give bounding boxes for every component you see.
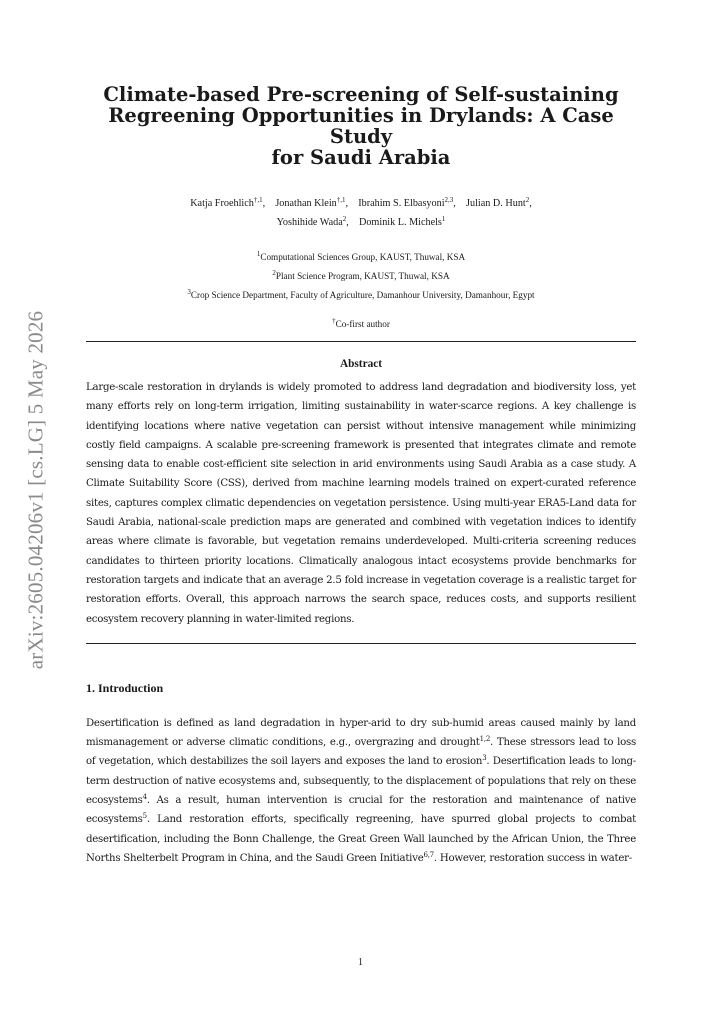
author: Julian D. Hunt$^2$ bbox=[466, 196, 530, 209]
abstract-top-rule bbox=[86, 341, 636, 342]
citation: 5 bbox=[142, 812, 147, 821]
author: Katja Froehlich$^{\dagger,1}$ bbox=[190, 196, 263, 209]
author-list bbox=[86, 194, 636, 232]
affiliation-list bbox=[86, 248, 636, 305]
author: Ibrahim S. Elbasyoni$^{2,3}$ bbox=[358, 196, 454, 209]
affiliation: $^3$Crop Science Department, Faculty of Agriculture, Damanhour University, Damanhour, Egypt bbox=[187, 288, 535, 300]
citation: 4 bbox=[142, 793, 147, 802]
author-line: Yoshihide Wada$^2$, Dominik L. Michels$^1$ bbox=[276, 215, 446, 228]
abstract-heading: Abstract bbox=[339, 358, 383, 370]
author: Dominik L. Michels$^1$ bbox=[358, 215, 446, 228]
abstract-bottom-rule bbox=[86, 643, 636, 644]
section-heading-introduction: 1. Introduction bbox=[86, 680, 164, 695]
title-line: Climate-based Pre-screening of Self-sustaining bbox=[103, 83, 619, 106]
title-line: Regreening Opportunities in Drylands: A Case Study bbox=[108, 104, 614, 148]
paper-title bbox=[86, 84, 636, 168]
affiliation: $^1$Computational Sciences Group, KAUST, Thuwal, KSA bbox=[256, 250, 466, 262]
abstract-text: Large-scale restoration in drylands is widely promoted to address land degradation and biodiversity loss, yet many efforts rely on long-term irrigation, limiting sustainability in water-scarce regions. A key challenge is identifying locations where native vegetation can persist without intensive management while minimizing costly field campaigns. A scalable pre-screening framework is presented that integrates climate and remote sensing data to enable cost-efficient site selection in arid environments using Saudi Arabia as a case study. A Climate Suitability Score (CSS), derived from machine learning models trained on expert-curated reference sites, captures complex climatic dependencies on vegetation persistence. Using multi-year ERA5-Land data for Saudi Arabia, national-scale prediction maps are generated and combined with vegetation indices to identify areas where climate is favorable, but vegetation remains underdeveloped. Multi-criteria screening reduces candidates to thirteen priority locations. Climatically analogous intact ecosystems provide benchmarks for restoration targets and indicate that an average 2.5 fold increase in vegetation coverage is a realistic target for restoration efforts. Overall, this approach narrows the search space, reduces costs, and supports resilient ecosystem recovery planning in water-limited regions. bbox=[86, 382, 636, 625]
arxiv-sidebar bbox=[16, 300, 56, 680]
citation: 6,7 bbox=[423, 850, 434, 859]
author: Jonathan Klein$^{\dagger,1}$ bbox=[275, 196, 346, 209]
citation: 1,2 bbox=[479, 735, 491, 744]
author: Yoshihide Wada$^2$ bbox=[276, 215, 347, 228]
arxiv-identifier: arXiv:2605.04206v1 [cs.LG] 5 May 2026 bbox=[23, 310, 48, 670]
co-first-author-note: †Co-first author bbox=[332, 317, 390, 329]
title-line: for Saudi Arabia bbox=[271, 146, 451, 169]
paper-page bbox=[86, 0, 636, 868]
page-number: 1 bbox=[358, 957, 363, 968]
introduction-paragraph: Desertification is defined as land degradation in hyper-arid to dry sub-humid areas caused mainly by land mismanagement or adverse climatic conditions, e.g., overgrazing and drought$^{1,2}$. These stressors lead to loss of vegetation, which destabilizes the soil layers and exposes the land to erosion$^3$. Desertification leads to long-term destruction of native ecosystems and, subsequently, to the displacement of populations that rely on these ecosystems$^4$. As a result, human intervention is crucial for the restoration and maintenance of native ecosystems$^5$. Land restoration efforts, specifically regreening, have spurred global projects to combat desertification, including the Bonn Challenge, the Great Green Wall launched by the African Union, the Three Norths Shelterbelt Program in China, and the Saudi Green Initiative$^{6,7}$. However, restoration success in water- bbox=[86, 717, 636, 864]
author-line: Katja Froehlich$^{\dagger,1}$, Jonathan Klein$^{\dagger,1}$, Ibrahim S. Elbasyoni$^{2,3}$, Julian D. Hunt$^2$, bbox=[190, 196, 532, 209]
affiliation: $^2$Plant Science Program, KAUST, Thuwal, KSA bbox=[272, 269, 450, 281]
citation: 3 bbox=[482, 754, 487, 763]
